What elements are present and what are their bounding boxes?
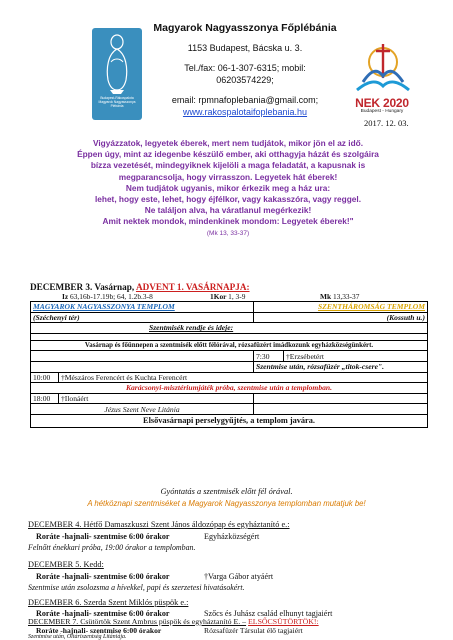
after-mass-730: Szentmise után, rózsafüzér „titok-csere". [254, 361, 428, 372]
day-note-dec7: Szentmise után, Oltáriszentség Litániája. [28, 634, 127, 640]
church1-place: (Széchenyi tér) [31, 312, 254, 323]
rorate-mass: Roráte -hajnali- szentmise 6:00 órakor [36, 626, 162, 635]
parish-logo [92, 28, 142, 120]
empty-cell [31, 351, 254, 362]
quote-line: Amit nektek mondok, mindenkinek mondom: Legyetek éberek!" [102, 216, 354, 227]
day-heading-text: DECEMBER 7. Csütörtök Szent Ambrus püspök és egyháztanító E. – [28, 617, 247, 626]
sunday-heading [30, 282, 250, 292]
day-mass-dec4 [36, 532, 260, 541]
mass-intention: Egyházközségért [204, 532, 260, 541]
day-heading-text: DECEMBER 6. Szerda Szent Miklós püspök e.: [28, 598, 189, 607]
day-heading-dec4 [28, 520, 290, 529]
gospel-quote [18, 138, 438, 239]
day-mass-dec5 [36, 572, 274, 581]
quote-line: Vigyázzatok, legyetek éberek, mert nem tudjátok, mikor jön el az idő. [92, 138, 364, 148]
day-note-dec5: Szentmise után zsolozsma a hívekkel, papi és szerzetesi hivatásokért. [28, 583, 245, 592]
church2-place: (Kossuth u.) [254, 312, 428, 323]
reading-2-ref: 1, 3-9 [228, 292, 246, 301]
rosary-note: Vasárnap és főünnepen a szentmisék előtt félórával, rózsafüzért imádkozunk egyházközségünkért. [31, 340, 428, 351]
mass-intention: Rózsafüzér Társulat élő tagjaiért [204, 626, 303, 635]
reading-3-label: Mk [320, 292, 332, 301]
mass-intention: †Varga Gábor atyáért [204, 572, 274, 581]
quote-line: Éppen úgy, mint az idegenbe készülő ember, aki otthagyja házát és szolgáira [77, 149, 379, 160]
collection-row: Elsővasárnapi perselygyűjtés, a templom javára. [31, 414, 428, 427]
mass-time-1000: 10:00 [31, 372, 59, 383]
nek-title: NEK 2020 [355, 96, 409, 110]
day-heading-dec6 [28, 598, 188, 607]
mass-intention-730: †Erzsébetért [284, 351, 428, 362]
quote-line: megparancsolja, hogy virrasszon. Legyetek hát éberek! [118, 171, 338, 182]
phone-line: Tel./fax: 06-1-307-6315; mobil: [184, 63, 306, 73]
nek-emblem-icon [343, 40, 423, 96]
reading-3 [320, 292, 359, 301]
mass-order-label: Szentmisék rendje és ideje: [31, 323, 428, 334]
reading-3-ref: 13,33-37 [332, 292, 360, 301]
spacer-row [31, 333, 428, 340]
empty-cell [254, 393, 428, 404]
day-heading-dec7 [28, 617, 319, 626]
empty-cell [31, 361, 254, 372]
parish-title: Magyarok Nagyasszonya Főplébánia [153, 22, 337, 34]
website-link[interactable]: www.rakospalotaifoplebania.hu [182, 107, 308, 117]
church2-name: SZENTHÁROMSÁG TEMPLOM [254, 302, 428, 313]
quote-line: Nem tudjátok ugyanis, mikor érkezik meg a ház ura: [125, 182, 331, 193]
confession-note: Gyóntatás a szentmisék előtt fél órával. [160, 487, 293, 496]
rorate-mass: Roráte -hajnali- szentmise 6:00 órakor [36, 532, 170, 541]
sunday-date: DECEMBER 3. Vasárnap, [30, 282, 135, 292]
day-heading-dec5 [28, 560, 104, 569]
rorate-mass: Roráte -hajnali- szentmise 6:00 órakor [36, 572, 170, 581]
email-line: email: rpmnafoplebania@gmail.com; [171, 95, 319, 105]
reading-2 [210, 292, 245, 301]
mass-time-730: 7:30 [254, 351, 284, 362]
day-heading-text: DECEMBER 4. Hétfő Damaszkuszi Szent János áldozópap és egyháztanító e.: [28, 520, 290, 529]
after-mass-1000: Karácsonyi-misztériumjáték próba, szentmise után a templomban. [31, 383, 428, 394]
day-note-dec4: Felnőtt énekkari próba, 19:00 órakor a templomban. [28, 543, 196, 552]
address: 1153 Budapest, Bácska u. 3. [187, 43, 303, 53]
sunday-name: ADVENT 1. VASÁRNAPJA: [135, 282, 250, 292]
empty-cell [254, 404, 428, 415]
reading-1-label: Iz [62, 292, 69, 301]
quote-line: lehet, hogy este, lehet, hogy éjfélkor, vagy kakasszóra, vagy reggel. [94, 194, 362, 205]
after-mass-1800: Jézus Szent Neve Litánia [31, 404, 254, 415]
first-thursday-label: ELSŐCSÜTÖRTÖK!: [248, 617, 319, 626]
mass-intention-1800: †Ilonáért [59, 393, 254, 404]
mass-intention: Szőcs és Juhász család elhunyt tagjaiért [204, 609, 333, 618]
quote-reference: (Mk 13, 33-37) [206, 229, 250, 237]
logo-caption: Budapest-Rákospalota Magyarok Nagyasszonya Plébánia [98, 96, 136, 108]
reading-1 [62, 292, 153, 301]
mobile-number: 06203574229; [216, 75, 274, 85]
reading-2-label: 1Kor [210, 292, 227, 301]
quote-line: Ne találjon alva, ha váratlanul megérkezik! [144, 205, 312, 216]
church1-name: MAGYAROK NAGYASSZONYA TEMPLOM [31, 302, 254, 313]
weekday-mass-note: A hétköznapi szentmiséket a Magyarok Nagyasszonya templomban mutatjuk be! [87, 499, 366, 508]
day-heading-text: DECEMBER 5. Kedd: [28, 560, 104, 569]
quote-line: bízza vezetését, mindegyiknek kijelöli a maga feladatát, a kapusnak is [90, 160, 366, 171]
nek-subtitle: Budapest - Hungary [360, 109, 404, 114]
reading-1-ref: 63,16b-17.19b; 64, 1.2b.3-8 [70, 292, 153, 301]
mass-schedule-table [30, 301, 428, 428]
bulletin-date: 2017. 12. 03. [364, 118, 409, 128]
mass-intention-1000: †Mészáros Ferencért és Kuchta Ferencért [59, 372, 428, 383]
rorate-mass: Roráte -hajnali- szentmise 6:00 órakor [36, 609, 170, 618]
mass-time-1800: 18:00 [31, 393, 59, 404]
